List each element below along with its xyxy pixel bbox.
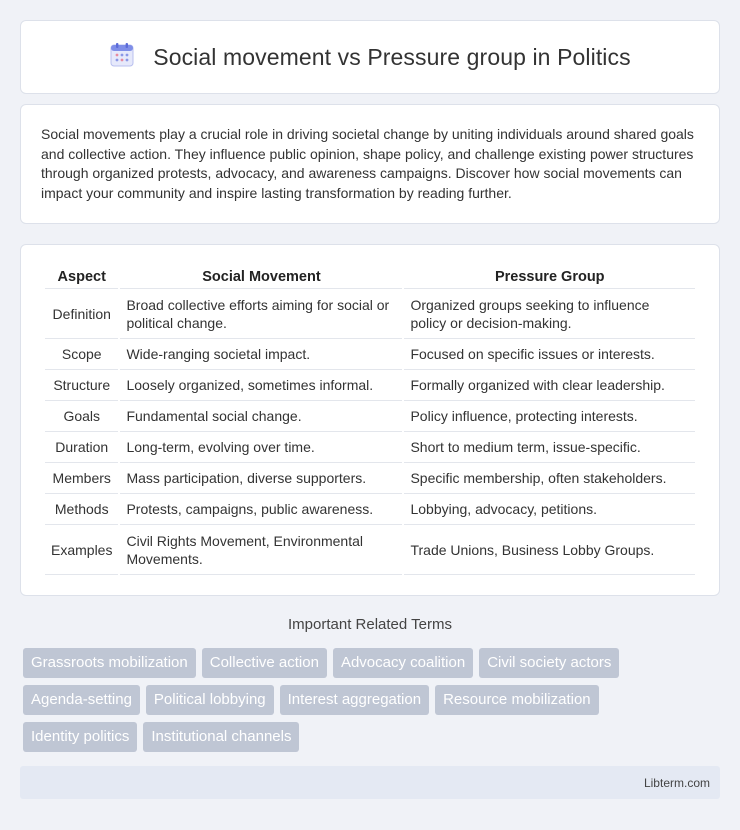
cell-social: Fundamental social change. <box>120 401 402 432</box>
page-title: Social movement vs Pressure group in Politics <box>153 43 631 70</box>
cell-pressure: Focused on specific issues or interests. <box>404 339 695 370</box>
cell-pressure: Organized groups seeking to influence policy or decision-making. <box>404 289 695 339</box>
related-terms-title: Important Related Terms <box>288 616 452 633</box>
table-header-row <box>45 263 695 289</box>
cell-pressure: Trade Unions, Business Lobby Groups. <box>404 525 695 575</box>
footer <box>20 766 720 799</box>
related-term-tag[interactable]: Political lobbying <box>146 685 274 715</box>
related-term-tag[interactable]: Agenda-setting <box>23 685 140 715</box>
related-term-tag[interactable]: Interest aggregation <box>280 685 429 715</box>
footer-site-link[interactable]: Libterm.com <box>643 775 710 790</box>
cell-aspect: Duration <box>45 432 118 463</box>
related-term-tag[interactable]: Institutional channels <box>143 722 299 752</box>
related-terms-list <box>23 648 703 752</box>
cell-aspect: Examples <box>45 525 118 575</box>
cell-social: Civil Rights Movement, Environmental Movements. <box>120 525 402 575</box>
related-term-tag[interactable]: Civil society actors <box>479 648 619 678</box>
cell-pressure: Specific membership, often stakeholders. <box>404 463 695 494</box>
table-row <box>45 370 695 401</box>
cell-pressure: Formally organized with clear leadership. <box>404 370 695 401</box>
cell-pressure: Short to medium term, issue-specific. <box>404 432 695 463</box>
cell-aspect: Scope <box>45 339 118 370</box>
cell-aspect: Definition <box>45 289 118 339</box>
table-row <box>45 494 695 525</box>
cell-pressure: Lobbying, advocacy, petitions. <box>404 494 695 525</box>
related-term-tag[interactable]: Grassroots mobilization <box>23 648 196 678</box>
comparison-table-card <box>20 244 720 596</box>
header-aspect: Aspect <box>45 263 118 289</box>
cell-pressure: Policy influence, protecting interests. <box>404 401 695 432</box>
table-row <box>45 289 695 339</box>
table-row <box>45 339 695 370</box>
cell-aspect: Goals <box>45 401 118 432</box>
related-term-tag[interactable]: Resource mobilization <box>435 685 599 715</box>
cell-aspect: Members <box>45 463 118 494</box>
table-row <box>45 401 695 432</box>
cell-social: Protests, campaigns, public awareness. <box>120 494 402 525</box>
intro-card <box>20 104 720 224</box>
cell-social: Wide-ranging societal impact. <box>120 339 402 370</box>
calendar-icon <box>109 42 135 73</box>
cell-social: Loosely organized, sometimes informal. <box>120 370 402 401</box>
cell-social: Broad collective efforts aiming for social or political change. <box>120 289 402 339</box>
header-card <box>20 20 720 94</box>
intro-paragraph: Social movements play a crucial role in driving societal change by uniting individuals around shared goals and collective action. They influence public opinion, shape policy, and challenge existing power structures through organized protests, advocacy, and awareness campaigns. Discover how social movements can impact your community and inspire lasting transformation by reading further. <box>41 126 694 201</box>
cell-aspect: Methods <box>45 494 118 525</box>
related-term-tag[interactable]: Collective action <box>202 648 327 678</box>
related-term-tag[interactable]: Identity politics <box>23 722 137 752</box>
table-row <box>45 432 695 463</box>
header-social-movement: Social Movement <box>120 263 402 289</box>
cell-aspect: Structure <box>45 370 118 401</box>
header-pressure-group: Pressure Group <box>404 263 695 289</box>
cell-social: Mass participation, diverse supporters. <box>120 463 402 494</box>
cell-social: Long-term, evolving over time. <box>120 432 402 463</box>
comparison-table <box>43 263 697 575</box>
table-row <box>45 525 695 575</box>
table-row <box>45 463 695 494</box>
related-term-tag[interactable]: Advocacy coalition <box>333 648 473 678</box>
